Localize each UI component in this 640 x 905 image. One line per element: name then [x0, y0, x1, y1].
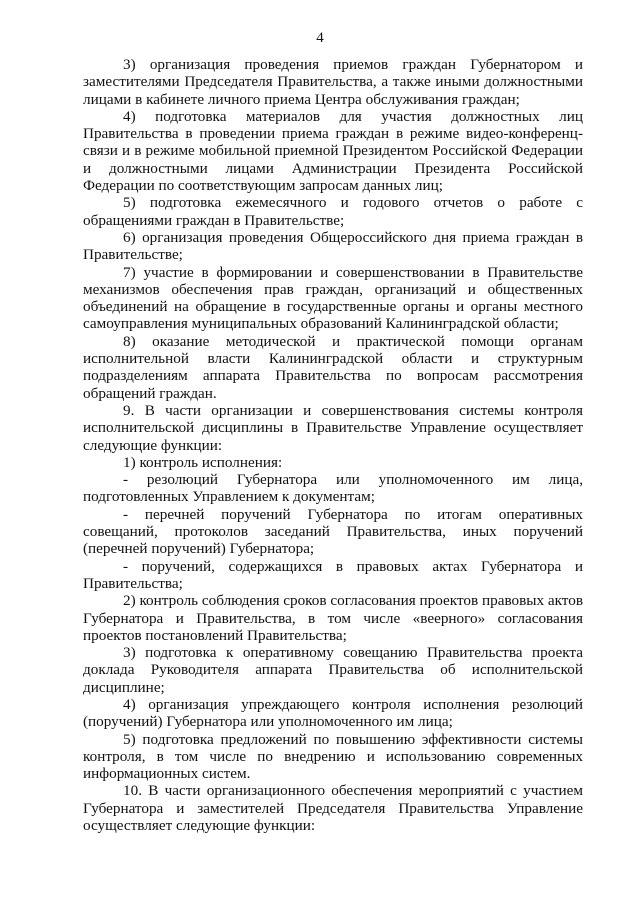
- paragraph-item-4: 4) подготовка материалов для участия должностных лиц Правительства в проведении приема граждан в режиме видео-конференц-связи и в режиме мобильной приемной Президентом Российской Федерации и должностными лицами Администрации Президента Российской Федерации по соответствующим запросам данных лиц;: [83, 107, 583, 195]
- section-9-heading: 9. В части организации и совершенствования системы контроля исполнительской дисциплины в Правительстве Управление осуществляет следующие функции:: [83, 401, 583, 454]
- control-subitem-instruction-lists: - перечней поручений Губернатора по итогам оперативных совещаний, протоколов заседаний Правительства, иных поручений (перечней поручений) Губернатора;: [83, 505, 583, 558]
- paragraph-item-5: 5) подготовка ежемесячного и годового отчетов о работе с обращениями граждан в Правительстве;: [83, 194, 583, 229]
- control-item-1: 1) контроль исполнения:: [123, 453, 283, 471]
- paragraph-item-6: 6) организация проведения Общероссийского дня приема граждан в Правительстве;: [83, 228, 583, 264]
- paragraph-item-3: 3) организация проведения приемов граждан Губернатором и заместителями Председателя Правительства, а также иными должностными лицами в кабинете личного приема Центра обслуживания граждан;: [83, 56, 583, 108]
- control-item-2: 2) контроль соблюдения сроков согласования проектов правовых актов Губернатора и Правительства, в том числе «веерного» согласования проектов постановлений Правительства;: [83, 592, 583, 644]
- document-body: [83, 56, 583, 834]
- control-subitem-resolutions: - резолюций Губернатора или уполномоченного им лица, подготовленных Управлением к документам;: [83, 471, 583, 506]
- section-10-heading: 10. В части организационного обеспечения мероприятий с участием Губернатора и заместителей Председателя Правительства Управление осуществляет следующие функции:: [83, 782, 583, 835]
- page-number: 4: [316, 30, 324, 46]
- control-item-5: 5) подготовка предложений по повышению эффективности системы контроля, в том числе по внедрению и использованию современных информационных систем.: [83, 730, 583, 783]
- control-item-4: 4) организация упреждающего контроля исполнения резолюций (поручений) Губернатора или уполномоченного им лица;: [83, 695, 583, 731]
- control-subitem-legal-acts: - поручений, содержащихся в правовых актах Губернатора и Правительства;: [83, 557, 583, 592]
- paragraph-item-7: 7) участие в формировании и совершенствовании в Правительстве механизмов обеспечения прав граждан, организаций и общественных объединений на обращение в государственные органы и органы местного самоуправления муниципальных образований Калининградской области;: [83, 263, 583, 333]
- paragraph-item-8: 8) оказание методической и практической помощи органам исполнительной власти Калининградской области и структурным подразделениям аппарата Правительства по вопросам рассмотрения обращений граждан.: [83, 332, 583, 402]
- control-item-3: 3) подготовка к оперативному совещанию Правительства проекта доклада Руководителя аппарата Правительства об исполнительской дисциплине;: [83, 644, 583, 696]
